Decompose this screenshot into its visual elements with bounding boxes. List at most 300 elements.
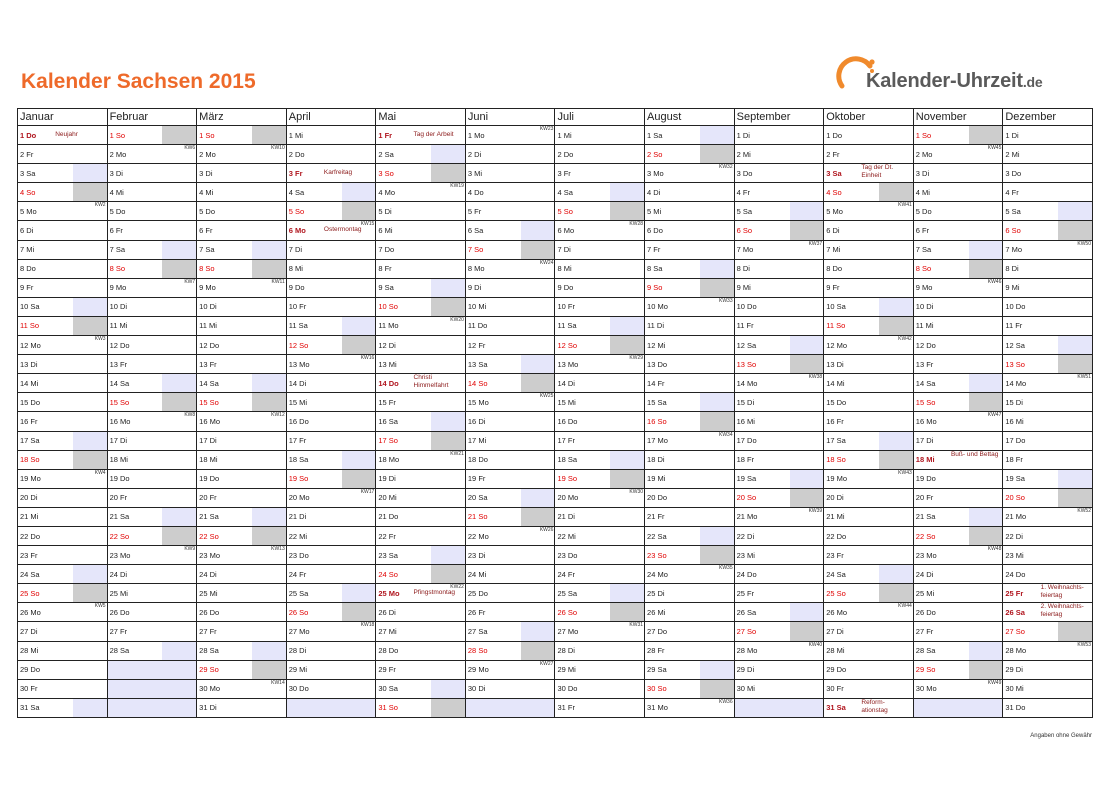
day-cell[interactable]: [197, 221, 287, 240]
day-cell[interactable]: [1003, 393, 1093, 412]
day-cell[interactable]: [645, 603, 735, 622]
day-cell[interactable]: [197, 164, 287, 183]
day-cell[interactable]: [18, 374, 108, 393]
day-cell[interactable]: [376, 145, 466, 164]
day-cell[interactable]: [734, 507, 824, 526]
day-cell[interactable]: [555, 412, 645, 431]
day-cell[interactable]: [824, 145, 914, 164]
day-cell[interactable]: [107, 183, 197, 202]
day-cell[interactable]: [376, 546, 466, 565]
day-cell[interactable]: [824, 565, 914, 584]
day-cell[interactable]: [107, 297, 197, 316]
day-cell[interactable]: [1003, 336, 1093, 355]
day-cell[interactable]: [645, 679, 735, 698]
day-cell[interactable]: [197, 546, 287, 565]
day-cell[interactable]: [107, 145, 197, 164]
day-cell[interactable]: [913, 622, 1003, 641]
day-cell[interactable]: [107, 526, 197, 545]
day-cell[interactable]: [913, 507, 1003, 526]
day-cell[interactable]: [286, 126, 376, 145]
day-cell[interactable]: [107, 126, 197, 145]
day-cell[interactable]: [107, 507, 197, 526]
day-cell[interactable]: [913, 679, 1003, 698]
day-cell[interactable]: [376, 450, 466, 469]
day-cell[interactable]: [824, 622, 914, 641]
day-cell[interactable]: [376, 393, 466, 412]
day-cell[interactable]: [197, 336, 287, 355]
day-cell[interactable]: [18, 126, 108, 145]
day-cell[interactable]: [645, 546, 735, 565]
day-cell[interactable]: [645, 660, 735, 679]
day-cell[interactable]: [1003, 431, 1093, 450]
day-cell[interactable]: [824, 297, 914, 316]
day-cell[interactable]: [286, 145, 376, 164]
day-cell[interactable]: [645, 641, 735, 660]
day-cell[interactable]: [555, 164, 645, 183]
day-cell[interactable]: [465, 431, 555, 450]
day-cell[interactable]: [734, 126, 824, 145]
day-cell[interactable]: [645, 622, 735, 641]
day-cell[interactable]: [286, 202, 376, 221]
day-cell[interactable]: [18, 507, 108, 526]
day-cell[interactable]: [286, 546, 376, 565]
day-cell[interactable]: [1003, 355, 1093, 374]
day-cell[interactable]: [465, 202, 555, 221]
day-cell[interactable]: [107, 565, 197, 584]
day-cell[interactable]: [913, 641, 1003, 660]
day-cell[interactable]: [465, 584, 555, 603]
day-cell[interactable]: [555, 565, 645, 584]
day-cell[interactable]: [376, 603, 466, 622]
day-cell[interactable]: [465, 316, 555, 335]
day-cell[interactable]: [734, 183, 824, 202]
day-cell[interactable]: [376, 297, 466, 316]
day-cell[interactable]: [376, 355, 466, 374]
day-cell[interactable]: [286, 431, 376, 450]
day-cell[interactable]: [465, 259, 555, 278]
day-cell[interactable]: [1003, 164, 1093, 183]
day-cell[interactable]: [555, 526, 645, 545]
day-cell[interactable]: [824, 507, 914, 526]
day-cell[interactable]: [465, 145, 555, 164]
day-cell[interactable]: [376, 202, 466, 221]
day-cell[interactable]: [734, 526, 824, 545]
day-cell[interactable]: [18, 412, 108, 431]
day-cell[interactable]: [376, 316, 466, 335]
day-cell[interactable]: [286, 641, 376, 660]
day-cell[interactable]: [913, 450, 1003, 469]
day-cell[interactable]: [376, 259, 466, 278]
day-cell[interactable]: [465, 297, 555, 316]
day-cell[interactable]: [555, 278, 645, 297]
day-cell[interactable]: [734, 221, 824, 240]
day-cell[interactable]: [555, 316, 645, 335]
day-cell[interactable]: [286, 565, 376, 584]
day-cell[interactable]: [555, 259, 645, 278]
day-cell[interactable]: [465, 622, 555, 641]
day-cell[interactable]: [734, 412, 824, 431]
day-cell[interactable]: [645, 526, 735, 545]
day-cell[interactable]: [824, 679, 914, 698]
day-cell[interactable]: [18, 355, 108, 374]
day-cell[interactable]: [824, 374, 914, 393]
day-cell[interactable]: [645, 393, 735, 412]
day-cell[interactable]: [555, 355, 645, 374]
day-cell[interactable]: [376, 374, 466, 393]
day-cell[interactable]: [555, 240, 645, 259]
day-cell[interactable]: [18, 316, 108, 335]
day-cell[interactable]: [824, 164, 914, 183]
day-cell[interactable]: [107, 164, 197, 183]
day-cell[interactable]: [465, 469, 555, 488]
day-cell[interactable]: [107, 316, 197, 335]
day-cell[interactable]: [197, 240, 287, 259]
day-cell[interactable]: [18, 393, 108, 412]
day-cell[interactable]: [1003, 126, 1093, 145]
day-cell[interactable]: [286, 183, 376, 202]
day-cell[interactable]: [1003, 565, 1093, 584]
day-cell[interactable]: [465, 679, 555, 698]
day-cell[interactable]: [913, 660, 1003, 679]
day-cell[interactable]: [18, 202, 108, 221]
day-cell[interactable]: [18, 622, 108, 641]
day-cell[interactable]: [645, 240, 735, 259]
day-cell[interactable]: [107, 450, 197, 469]
day-cell[interactable]: [913, 584, 1003, 603]
day-cell[interactable]: [286, 393, 376, 412]
day-cell[interactable]: [555, 336, 645, 355]
day-cell[interactable]: [913, 488, 1003, 507]
day-cell[interactable]: [734, 622, 824, 641]
day-cell[interactable]: [18, 660, 108, 679]
day-cell[interactable]: [286, 603, 376, 622]
day-cell[interactable]: [555, 297, 645, 316]
day-cell[interactable]: [18, 183, 108, 202]
day-cell[interactable]: [645, 164, 735, 183]
day-cell[interactable]: [734, 393, 824, 412]
day-cell[interactable]: [197, 584, 287, 603]
day-cell[interactable]: [1003, 297, 1093, 316]
day-cell[interactable]: [645, 698, 735, 717]
day-cell[interactable]: [376, 336, 466, 355]
day-cell[interactable]: [286, 278, 376, 297]
day-cell[interactable]: [18, 259, 108, 278]
day-cell[interactable]: [286, 469, 376, 488]
day-cell[interactable]: [913, 297, 1003, 316]
day-cell[interactable]: [465, 183, 555, 202]
day-cell[interactable]: [913, 412, 1003, 431]
day-cell[interactable]: [734, 488, 824, 507]
day-cell[interactable]: [1003, 450, 1093, 469]
day-cell[interactable]: [465, 240, 555, 259]
day-cell[interactable]: [465, 546, 555, 565]
day-cell[interactable]: [824, 336, 914, 355]
day-cell[interactable]: [1003, 278, 1093, 297]
day-cell[interactable]: [913, 316, 1003, 335]
day-cell[interactable]: [1003, 679, 1093, 698]
day-cell[interactable]: [645, 202, 735, 221]
day-cell[interactable]: [734, 336, 824, 355]
day-cell[interactable]: [376, 278, 466, 297]
day-cell[interactable]: [465, 660, 555, 679]
day-cell[interactable]: [734, 603, 824, 622]
day-cell[interactable]: [734, 202, 824, 221]
day-cell[interactable]: [197, 202, 287, 221]
day-cell[interactable]: [197, 660, 287, 679]
day-cell[interactable]: [913, 259, 1003, 278]
day-cell[interactable]: [18, 145, 108, 164]
day-cell[interactable]: [107, 431, 197, 450]
day-cell[interactable]: [197, 488, 287, 507]
day-cell[interactable]: [1003, 507, 1093, 526]
day-cell[interactable]: [555, 221, 645, 240]
day-cell[interactable]: [734, 259, 824, 278]
day-cell[interactable]: [734, 641, 824, 660]
day-cell[interactable]: [913, 221, 1003, 240]
day-cell[interactable]: [824, 641, 914, 660]
day-cell[interactable]: [376, 240, 466, 259]
day-cell[interactable]: [197, 603, 287, 622]
day-cell[interactable]: [376, 431, 466, 450]
day-cell[interactable]: [555, 679, 645, 698]
day-cell[interactable]: [107, 336, 197, 355]
day-cell[interactable]: [824, 469, 914, 488]
day-cell[interactable]: [376, 679, 466, 698]
day-cell[interactable]: [734, 164, 824, 183]
day-cell[interactable]: [286, 450, 376, 469]
day-cell[interactable]: [107, 488, 197, 507]
day-cell[interactable]: [107, 221, 197, 240]
day-cell[interactable]: [197, 259, 287, 278]
day-cell[interactable]: [555, 507, 645, 526]
day-cell[interactable]: [376, 641, 466, 660]
day-cell[interactable]: [555, 431, 645, 450]
day-cell[interactable]: [555, 641, 645, 660]
day-cell[interactable]: [197, 145, 287, 164]
day-cell[interactable]: [197, 412, 287, 431]
day-cell[interactable]: [824, 355, 914, 374]
day-cell[interactable]: [913, 355, 1003, 374]
day-cell[interactable]: [645, 412, 735, 431]
day-cell[interactable]: [734, 584, 824, 603]
day-cell[interactable]: [824, 546, 914, 565]
day-cell[interactable]: [645, 565, 735, 584]
day-cell[interactable]: [197, 698, 287, 717]
day-cell[interactable]: [18, 546, 108, 565]
day-cell[interactable]: [824, 183, 914, 202]
day-cell[interactable]: [913, 431, 1003, 450]
day-cell[interactable]: [824, 412, 914, 431]
day-cell[interactable]: [286, 259, 376, 278]
day-cell[interactable]: [107, 641, 197, 660]
day-cell[interactable]: [1003, 488, 1093, 507]
day-cell[interactable]: [1003, 221, 1093, 240]
day-cell[interactable]: [555, 469, 645, 488]
day-cell[interactable]: [107, 393, 197, 412]
day-cell[interactable]: [1003, 183, 1093, 202]
day-cell[interactable]: [107, 278, 197, 297]
day-cell[interactable]: [645, 507, 735, 526]
day-cell[interactable]: [734, 431, 824, 450]
site-logo[interactable]: [836, 52, 1076, 98]
day-cell[interactable]: [734, 374, 824, 393]
day-cell[interactable]: [734, 450, 824, 469]
day-cell[interactable]: [286, 355, 376, 374]
day-cell[interactable]: [197, 450, 287, 469]
day-cell[interactable]: [913, 164, 1003, 183]
day-cell[interactable]: [824, 698, 914, 717]
day-cell[interactable]: [376, 221, 466, 240]
day-cell[interactable]: [197, 431, 287, 450]
day-cell[interactable]: [286, 526, 376, 545]
day-cell[interactable]: [107, 546, 197, 565]
day-cell[interactable]: [286, 584, 376, 603]
day-cell[interactable]: [465, 450, 555, 469]
day-cell[interactable]: [465, 565, 555, 584]
day-cell[interactable]: [286, 660, 376, 679]
day-cell[interactable]: [645, 183, 735, 202]
day-cell[interactable]: [197, 297, 287, 316]
day-cell[interactable]: [286, 622, 376, 641]
day-cell[interactable]: [824, 488, 914, 507]
day-cell[interactable]: [824, 240, 914, 259]
day-cell[interactable]: [555, 603, 645, 622]
day-cell[interactable]: [376, 507, 466, 526]
day-cell[interactable]: [1003, 660, 1093, 679]
day-cell[interactable]: [286, 488, 376, 507]
day-cell[interactable]: [734, 316, 824, 335]
day-cell[interactable]: [465, 393, 555, 412]
day-cell[interactable]: [824, 393, 914, 412]
day-cell[interactable]: [645, 355, 735, 374]
day-cell[interactable]: [465, 603, 555, 622]
day-cell[interactable]: [286, 412, 376, 431]
day-cell[interactable]: [1003, 374, 1093, 393]
day-cell[interactable]: [645, 488, 735, 507]
day-cell[interactable]: [824, 450, 914, 469]
day-cell[interactable]: [286, 507, 376, 526]
day-cell[interactable]: [734, 278, 824, 297]
day-cell[interactable]: [1003, 202, 1093, 221]
day-cell[interactable]: [18, 488, 108, 507]
day-cell[interactable]: [913, 336, 1003, 355]
day-cell[interactable]: [197, 641, 287, 660]
day-cell[interactable]: [1003, 145, 1093, 164]
day-cell[interactable]: [1003, 698, 1093, 717]
day-cell[interactable]: [645, 297, 735, 316]
day-cell[interactable]: [913, 469, 1003, 488]
day-cell[interactable]: [734, 679, 824, 698]
day-cell[interactable]: [197, 526, 287, 545]
day-cell[interactable]: [913, 393, 1003, 412]
day-cell[interactable]: [913, 374, 1003, 393]
day-cell[interactable]: [197, 565, 287, 584]
day-cell[interactable]: [18, 565, 108, 584]
day-cell[interactable]: [107, 584, 197, 603]
day-cell[interactable]: [555, 546, 645, 565]
day-cell[interactable]: [1003, 603, 1093, 622]
day-cell[interactable]: [555, 488, 645, 507]
day-cell[interactable]: [376, 126, 466, 145]
day-cell[interactable]: [197, 355, 287, 374]
day-cell[interactable]: [555, 450, 645, 469]
day-cell[interactable]: [824, 316, 914, 335]
day-cell[interactable]: [824, 259, 914, 278]
day-cell[interactable]: [734, 145, 824, 164]
day-cell[interactable]: [18, 679, 108, 698]
day-cell[interactable]: [197, 183, 287, 202]
day-cell[interactable]: [376, 565, 466, 584]
day-cell[interactable]: [913, 145, 1003, 164]
day-cell[interactable]: [286, 240, 376, 259]
day-cell[interactable]: [645, 221, 735, 240]
day-cell[interactable]: [18, 221, 108, 240]
day-cell[interactable]: [555, 698, 645, 717]
day-cell[interactable]: [465, 355, 555, 374]
day-cell[interactable]: [824, 278, 914, 297]
day-cell[interactable]: [555, 584, 645, 603]
day-cell[interactable]: [555, 145, 645, 164]
day-cell[interactable]: [1003, 546, 1093, 565]
day-cell[interactable]: [824, 126, 914, 145]
day-cell[interactable]: [555, 202, 645, 221]
day-cell[interactable]: [18, 469, 108, 488]
day-cell[interactable]: [555, 126, 645, 145]
day-cell[interactable]: [913, 526, 1003, 545]
day-cell[interactable]: [645, 431, 735, 450]
day-cell[interactable]: [1003, 641, 1093, 660]
day-cell[interactable]: [465, 526, 555, 545]
day-cell[interactable]: [107, 202, 197, 221]
day-cell[interactable]: [465, 507, 555, 526]
day-cell[interactable]: [376, 488, 466, 507]
day-cell[interactable]: [286, 316, 376, 335]
day-cell[interactable]: [824, 660, 914, 679]
day-cell[interactable]: [18, 450, 108, 469]
day-cell[interactable]: [107, 603, 197, 622]
day-cell[interactable]: [18, 641, 108, 660]
day-cell[interactable]: [555, 393, 645, 412]
day-cell[interactable]: [18, 240, 108, 259]
day-cell[interactable]: [465, 126, 555, 145]
day-cell[interactable]: [1003, 412, 1093, 431]
day-cell[interactable]: [1003, 584, 1093, 603]
day-cell[interactable]: [1003, 259, 1093, 278]
day-cell[interactable]: [555, 622, 645, 641]
day-cell[interactable]: [107, 240, 197, 259]
day-cell[interactable]: [18, 698, 108, 717]
day-cell[interactable]: [465, 164, 555, 183]
day-cell[interactable]: [555, 374, 645, 393]
day-cell[interactable]: [286, 679, 376, 698]
day-cell[interactable]: [645, 316, 735, 335]
day-cell[interactable]: [1003, 240, 1093, 259]
day-cell[interactable]: [913, 565, 1003, 584]
day-cell[interactable]: [465, 641, 555, 660]
day-cell[interactable]: [197, 622, 287, 641]
day-cell[interactable]: [18, 431, 108, 450]
day-cell[interactable]: [18, 297, 108, 316]
day-cell[interactable]: [913, 278, 1003, 297]
day-cell[interactable]: [645, 469, 735, 488]
day-cell[interactable]: [645, 126, 735, 145]
day-cell[interactable]: [645, 336, 735, 355]
day-cell[interactable]: [197, 374, 287, 393]
day-cell[interactable]: [913, 202, 1003, 221]
day-cell[interactable]: [376, 412, 466, 431]
day-cell[interactable]: [1003, 469, 1093, 488]
day-cell[interactable]: [824, 202, 914, 221]
